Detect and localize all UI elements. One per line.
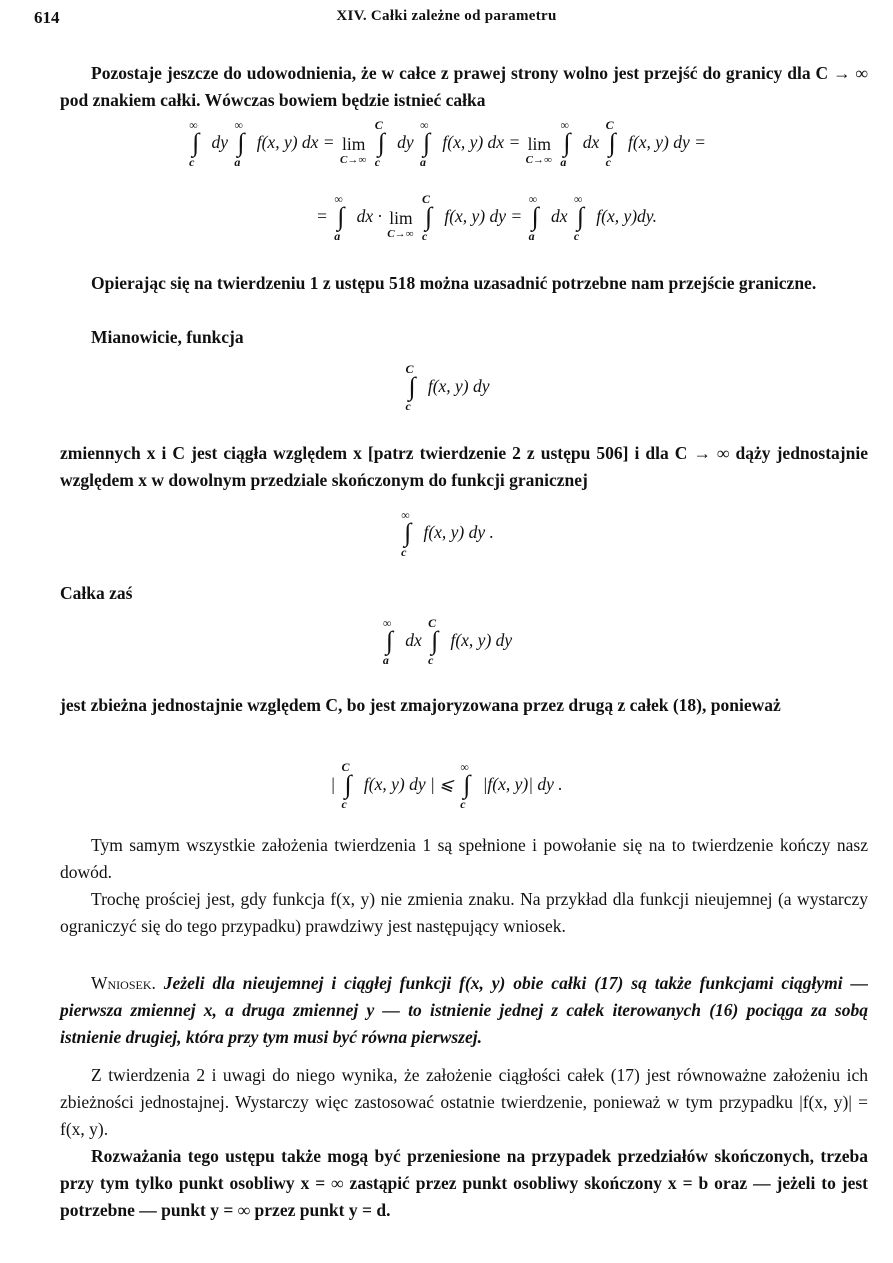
corollary-text: Jeżeli dla nieujemnej i ciągłej funkcji f(x, y) obie całki (17) są także funkcjami ciągłymi — pierwsza zmiennej x, a druga zmiennej y — to istnienie jednej z całek iterowanych (16) pociąga za sobą istnienie drugiej, która przy tym musi być równa pierwszej. (60, 973, 868, 1047)
integral-sign: ∞ ∫ a (334, 192, 345, 243)
limit-operator: lim C→∞ (387, 207, 414, 240)
paragraph-3: Mianowicie, funkcja (91, 327, 244, 347)
paragraph-8: Trochę prościej jest, gdy funkcja f(x, y) nie zmienia znaku. Na przykład dla funkcji nieujemnej (a wystarczy ograniczyć się do tego przypadku) prawdziwy jest następujący wniosek. (60, 889, 868, 936)
integral-sign: ∞ ∫ c (573, 192, 584, 243)
paragraph-10: Z twierdzenia 2 i uwagi do niego wynika, że założenie ciągłości całek (17) jest równoważne założeniu ich zbieżności jednostajnej. Wystarczy więc zastosować ostatnie twierdzenie, ponieważ w tym przypadku |f(x, y)| = f(x, y). (60, 1065, 868, 1139)
equation-3: ∞ ∫ c f(x, y) dy . (401, 508, 494, 559)
chapter-title: XIV. Całki zależne od parametru (336, 8, 557, 24)
integral-sign: C ∫ c (374, 118, 385, 169)
integral-sign: ∞ ∫ c (460, 760, 471, 811)
integral-sign: ∞ ∫ c (401, 508, 412, 559)
paragraph-6: jest zbieżna jednostajnie względem C, bo jest zmajoryzowana przez drugą z całek (18), ponieważ (60, 695, 781, 715)
running-header (34, 8, 859, 32)
page-number: 614 (34, 8, 60, 27)
paragraph-7: Tym samym wszystkie założenia twierdzenia 1 są spełnione i powołanie się na to twierdzenie kończy nasz dowód. (60, 835, 868, 882)
limit-operator: lim C→∞ (525, 133, 552, 166)
equation-1-line-1: ∞ ∫ c dy ∞ ∫ a f(x, y) dx = lim C→∞ C ∫ c dy ∞ ∫ a f(x, y) dx = lim C→∞ ∞ ∫ a dx C ∫ c f(x, y) dy = (189, 118, 706, 169)
integral-sign: ∞ ∫ a (382, 616, 393, 667)
integral-sign: C ∫ c (421, 192, 433, 243)
integral-sign: ∞ ∫ a (528, 192, 539, 243)
corollary-label: Wniosek. (91, 973, 156, 993)
equation-4: ∞ ∫ a dx C ∫ c f(x, y) dy (382, 616, 513, 667)
integral-sign: C ∫ c (405, 362, 416, 413)
equation-2: C ∫ c f(x, y) dy (405, 362, 490, 413)
paragraph-11: Rozważania tego ustępu także mogą być przeniesione na przypadek przedziałów skończonych, trzeba przy tym tylko punkt osobliwy x = ∞ zastąpić przez punkt osobliwy skończony x = b oraz — jeżeli to jest potrzebne — punkt y = ∞ przez punkt y = d. (60, 1146, 868, 1220)
integral-sign: ∞ ∫ c (189, 118, 200, 169)
limit-operator: lim C→∞ (340, 133, 367, 166)
paragraph-2: Opierając się na twierdzeniu 1 z ustępu 518 można uzasadnić potrzebne nam przejście graniczne. (91, 273, 817, 293)
integral-sign: C ∫ c (428, 616, 439, 667)
corollary-paragraph (60, 970, 868, 1051)
equation-1-line-2: = ∞ ∫ a dx · lim C→∞ C ∫ c f(x, y) dy = ∞ ∫ a dx ∞ ∫ c f(x, y)dy. (316, 192, 657, 243)
equation-5: | C ∫ c f(x, y) dy | ⩽ ∞ ∫ c |f(x, y)| dy . (330, 760, 563, 811)
paragraph-4: zmiennych x i C jest ciągła względem x [patrz twierdzenie 2 z ustępu 506] i dla C → ∞ dąży jednostajnie względem x w dowolnym przedziale skończonym do funkcji granicznej (60, 443, 868, 490)
integral-sign: ∞ ∫ a (234, 118, 245, 169)
integral-sign: C ∫ c (341, 760, 352, 811)
integral-sign: ∞ ∫ a (560, 118, 571, 169)
paragraph-5: Całka zaś (60, 583, 133, 603)
integral-sign: ∞ ∫ a (420, 118, 431, 169)
paragraph-1: Pozostaje jeszcze do udowodnienia, że w całce z prawej strony wolno jest przejść do granicy dla C → ∞ pod znakiem całki. Wówczas bowiem będzie istnieć całka (60, 63, 868, 110)
integral-sign: C ∫ c (605, 118, 616, 169)
